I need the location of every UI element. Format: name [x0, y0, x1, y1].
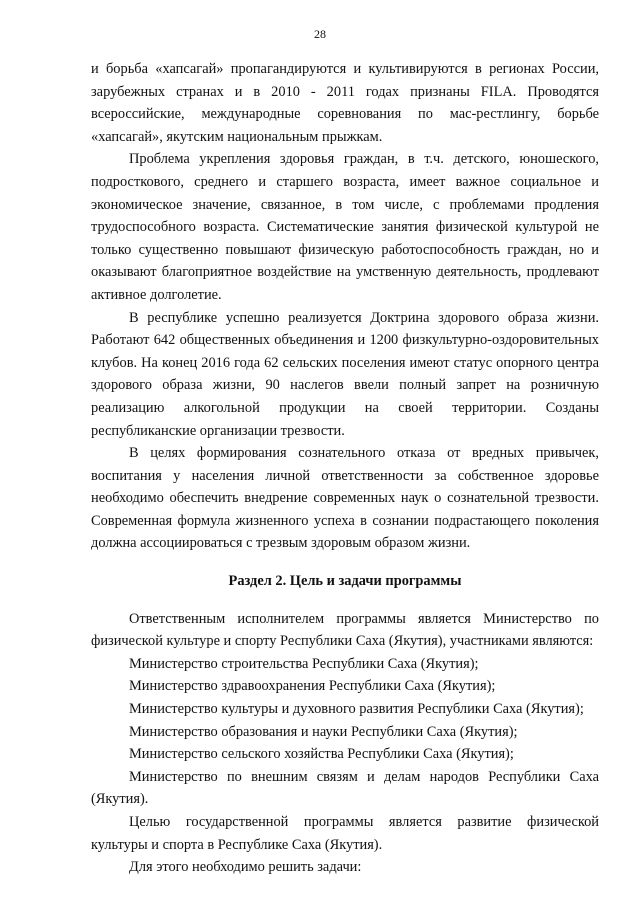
participant-item: Министерство сельского хозяйства Республики Саха (Якутия); — [129, 746, 514, 763]
participant-item: Министерство образования и науки Республики Саха (Якутия); — [129, 723, 518, 740]
paragraph-goal: Целью государственной программы является развитие физической культуры и спорта в Республике Саха (Якутия). — [91, 814, 599, 853]
participant-item: Министерство строительства Республики Саха (Якутия); — [129, 655, 479, 672]
participant-item: Министерство культуры и духовного развития Республики Саха (Якутия); — [129, 701, 584, 718]
paragraph-tasks-intro: Для этого необходимо решить задачи: — [129, 859, 362, 876]
paragraph-health-problem: Проблема укрепления здоровья граждан, в т.ч. детского, юношеского, подросткового, среднего и старшего возраста, имеет важное социальное и экономическое значение, связанное, в том числе, с проблемами продления трудоспособного возраста. Систематические занятия физической культурой не только существенно повышают физическую работоспособность граждан, но и оказывают благоприятное воздействие на умственную деятельность, продлевают активное долголетие. — [91, 151, 599, 303]
participant-item: Министерство по внешним связям и делам народов Республики Саха (Якутия). — [91, 768, 599, 808]
page-number: 28 — [314, 27, 326, 41]
paragraph-continuation: и борьба «хапсагай» пропагандируются и культивируются в регионах России, зарубежных странах и в 2010 - 2011 годах признаны FILA. Проводятся всероссийские, международные соревнования по мас-рестлингу, борьбе «хапсагай», якутским национальным прыжкам. — [91, 61, 599, 145]
paragraph-healthy-lifestyle-doctrine: В республике успешно реализуется Доктрина здорового образа жизни. Работают 642 общественных объединения и 1200 физкультурно-оздоровительных клубов. На конец 2016 года 62 сельских поселения имеют статус опорного центра здорового образа жизни, 90 наслегов ввели полный запрет на розничную реализацию алкогольной продукции на своей территории. Созданы республиканские организации трезвости. — [91, 309, 599, 439]
document-body — [91, 58, 599, 879]
section-heading: Раздел 2. Цель и задачи программы — [228, 573, 462, 590]
paragraph-responsible-executor: Ответственным исполнителем программы является Министерство по физической культуре и спорту Республики Саха (Якутия), участниками являются: — [91, 610, 599, 650]
participant-item: Министерство здравоохранения Республики Саха (Якутия); — [129, 678, 496, 695]
paragraph-sobriety: В целях формирования сознательного отказа от вредных привычек, воспитания у населения личной ответственности за собственное здоровье необходимо обеспечить внедрение современных наук о сознательной трезвости. Современная формула жизненного успеха в сознании подрастающего поколения должна ассоциироваться с трезвым здоровым образом жизни. — [91, 445, 599, 552]
